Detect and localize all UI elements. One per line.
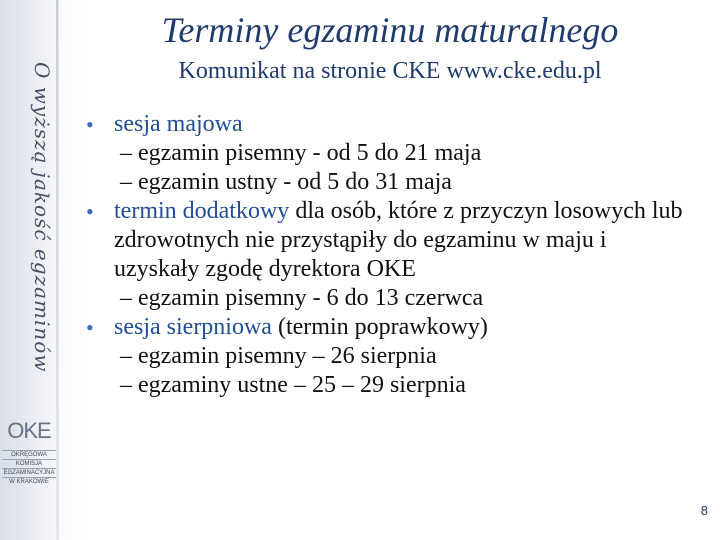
sub-item-text: egzamin pisemny - od 5 do 21 maja bbox=[138, 140, 482, 166]
logo-line: KOMISJA bbox=[2, 459, 56, 468]
dash-marker: – bbox=[120, 140, 132, 166]
dash-marker: – bbox=[120, 169, 132, 195]
logo-line: W KRAKOWIE bbox=[2, 477, 56, 486]
sub-item-text: egzamin ustny - od 5 do 31 maja bbox=[138, 169, 452, 195]
dash-marker: – bbox=[120, 285, 132, 311]
bullet-list bbox=[86, 110, 686, 400]
sidebar-tagline: O wyższą jakość egzaminów bbox=[30, 62, 54, 373]
oke-logo bbox=[2, 418, 56, 518]
sidebar-divider bbox=[56, 0, 58, 540]
sub-item-text: egzamin pisemny – 26 sierpnia bbox=[138, 343, 437, 369]
bullet-accent-text: sesja majowa bbox=[114, 111, 243, 137]
bullet-item bbox=[86, 313, 686, 342]
sub-item bbox=[86, 342, 686, 371]
sub-item-text: egzamin pisemny - 6 do 13 czerwca bbox=[138, 285, 484, 311]
slide-title: Terminy egzaminu maturalnego bbox=[161, 10, 619, 50]
sub-item bbox=[86, 371, 686, 400]
bullet-item bbox=[86, 197, 686, 284]
slide-subtitle: Komunikat na stronie CKE www.cke.edu.pl bbox=[178, 58, 602, 84]
dash-marker: – bbox=[120, 372, 132, 398]
bullet-item bbox=[86, 110, 686, 139]
dash-marker: – bbox=[120, 343, 132, 369]
logo-line: EGZAMINACYJNA bbox=[3, 470, 55, 476]
sub-item bbox=[86, 139, 686, 168]
bullet-accent-text: termin dodatkowy bbox=[114, 198, 290, 224]
sub-item bbox=[86, 168, 686, 197]
page-number: 8 bbox=[700, 503, 708, 518]
bullet-text: dla osób, które z przyczyn losowych lub zdrowotnych nie przystąpiły do egzaminu w maju i uzyskały zgodę dyrektora OKE bbox=[114, 198, 683, 282]
logo-mark: OKE bbox=[7, 418, 51, 443]
bullet-marker: • bbox=[86, 199, 94, 224]
sub-item-text: egzaminy ustne – 25 – 29 sierpnia bbox=[138, 372, 466, 398]
sub-item bbox=[86, 284, 686, 313]
bullet-marker: • bbox=[86, 315, 94, 340]
logo-line: OKRĘGOWA bbox=[2, 450, 56, 459]
bullet-accent-text: sesja sierpniowa bbox=[114, 314, 272, 340]
bullet-marker: • bbox=[86, 112, 94, 137]
logo-text bbox=[2, 450, 56, 486]
bullet-text: (termin poprawkowy) bbox=[271, 314, 488, 340]
